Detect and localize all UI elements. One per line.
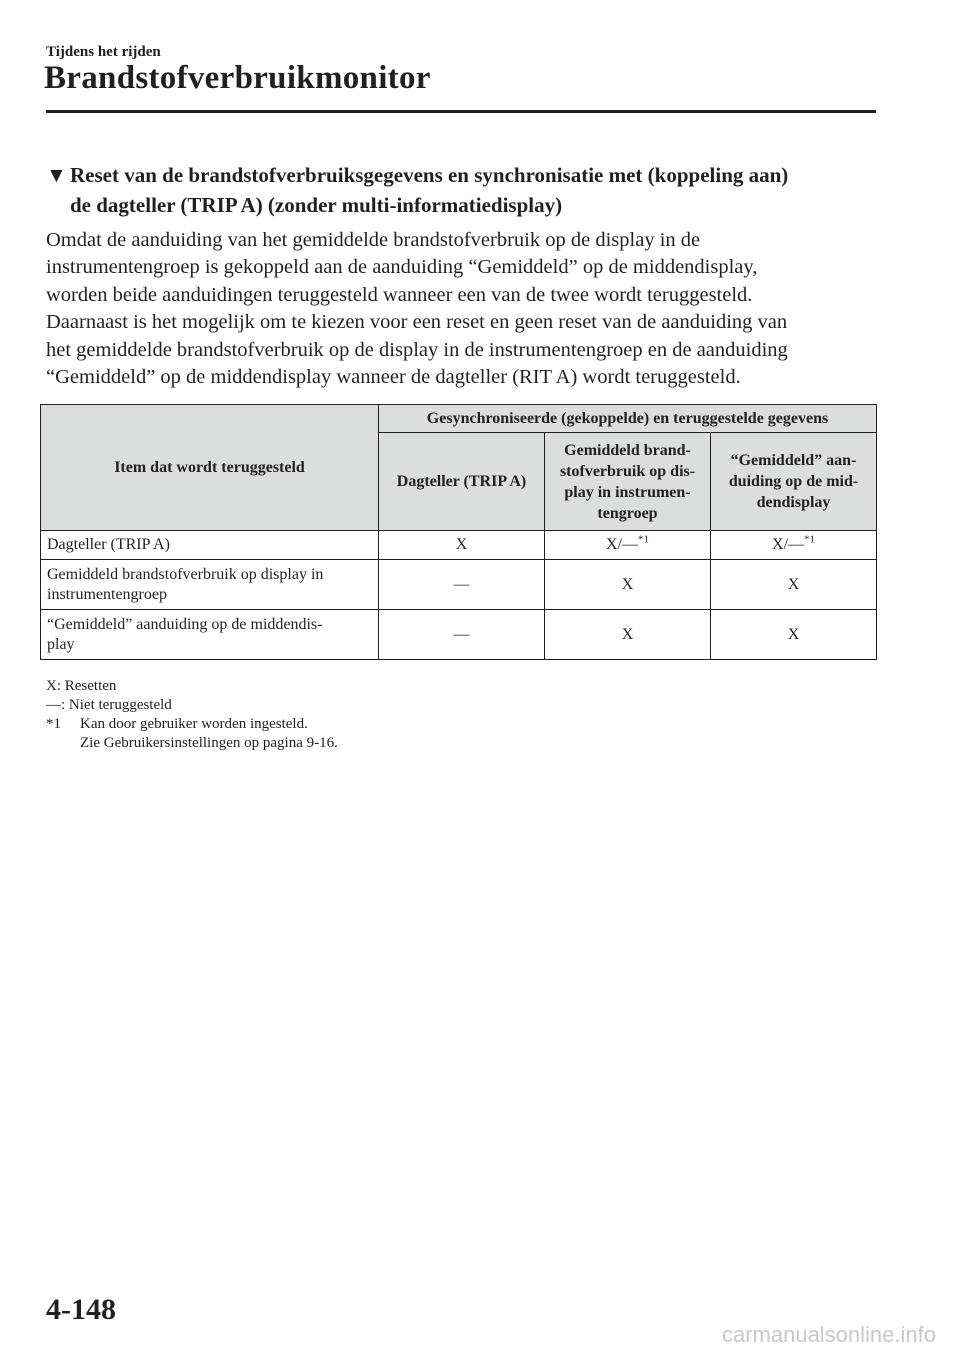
cell-trip-a: — [379,560,545,610]
header-group: Gesynchroniseerde (gekoppelde) en teruggestelde gegevens [379,405,877,433]
cell-fuel-instrument: X/—$^{*1}$ [545,531,711,560]
section-heading-line-2: de dagteller (TRIP A) (zonder multi-informatiedisplay) [70,193,563,217]
breadcrumb: Tijdens het rijden [46,44,161,60]
row-item: “Gemiddeld” aanduiding op de middendis- play [41,610,379,660]
body-paragraph [46,227,886,391]
page-number: 4-148 [46,1293,116,1326]
footnote-mark: *1 [46,716,61,732]
watermark: carmanualsonline.info [721,1322,936,1347]
row-item: Gemiddeld brandstofverbruik op display in instrumentengroep [41,560,379,610]
cell-trip-a: X [379,531,545,560]
body-line: worden beide aanduidingen teruggesteld wanneer een van de twee wordt teruggesteld. [46,283,753,306]
footnote-line-1: Kan door gebruiker worden ingesteld. [80,716,308,732]
cell-gemiddeld-center: X [711,560,877,610]
header-item: Item dat wordt teruggesteld [41,405,379,531]
row-item: Dagteller (TRIP A) [41,531,379,560]
triangle-down-icon: ▼ [46,163,67,187]
cell-gemiddeld-center: X [711,610,877,660]
body-line: Omdat de aanduiding van het gemiddelde brandstofverbruik op de display in de [46,229,701,251]
cell-trip-a: — [379,610,545,660]
body-line: “Gemiddeld” op de middendisplay wanneer de dagteller (RIT A) wordt teruggesteld. [46,366,741,389]
footnote-ref: *1 [804,533,816,546]
header-fuel-instrument: Gemiddeld brand- stofverbruik op dis- play in instrumen- tengroep [545,433,711,531]
footnote-line-2: Zie Gebruikersinstellingen op pagina 9-16. [80,735,338,751]
body-line: het gemiddelde brandstofverbruik op de display in de instrumentengroep en de aanduiding [46,338,788,361]
title-divider [46,110,876,113]
body-line: Daarnaast is het mogelijk om te kiezen voor een reset en geen reset van de aanduiding van [46,311,788,334]
table-row [41,560,877,610]
cell-gemiddeld-center: X/—$^{*1}$ [711,531,877,560]
header-trip-a: Dagteller (TRIP A) [379,433,545,531]
section-heading-line-1: Reset van de brandstofverbruiksgegevens en synchronisatie met (koppeling aan) [70,163,789,187]
body-line: instrumentengroep is gekoppeld aan de aanduiding “Gemiddeld” op de middendisplay, [46,256,758,279]
legend-not-reset: —: Niet teruggesteld [46,697,172,713]
header-gemiddeld-center: “Gemiddeld” aan- duiding op de mid- dendisplay [711,433,877,531]
table-notes [46,677,338,753]
footnote [46,715,338,734]
table-row [41,531,877,560]
page-title: Brandstofverbruikmonitor [44,60,431,96]
legend-reset: X: Resetten [46,678,117,694]
footnote-ref: *1 [638,533,649,546]
cell-fuel-instrument: X [545,610,711,660]
cell-fuel-instrument: X [545,560,711,610]
reset-table [40,404,877,660]
table-row [41,610,877,660]
section-heading [46,160,876,220]
